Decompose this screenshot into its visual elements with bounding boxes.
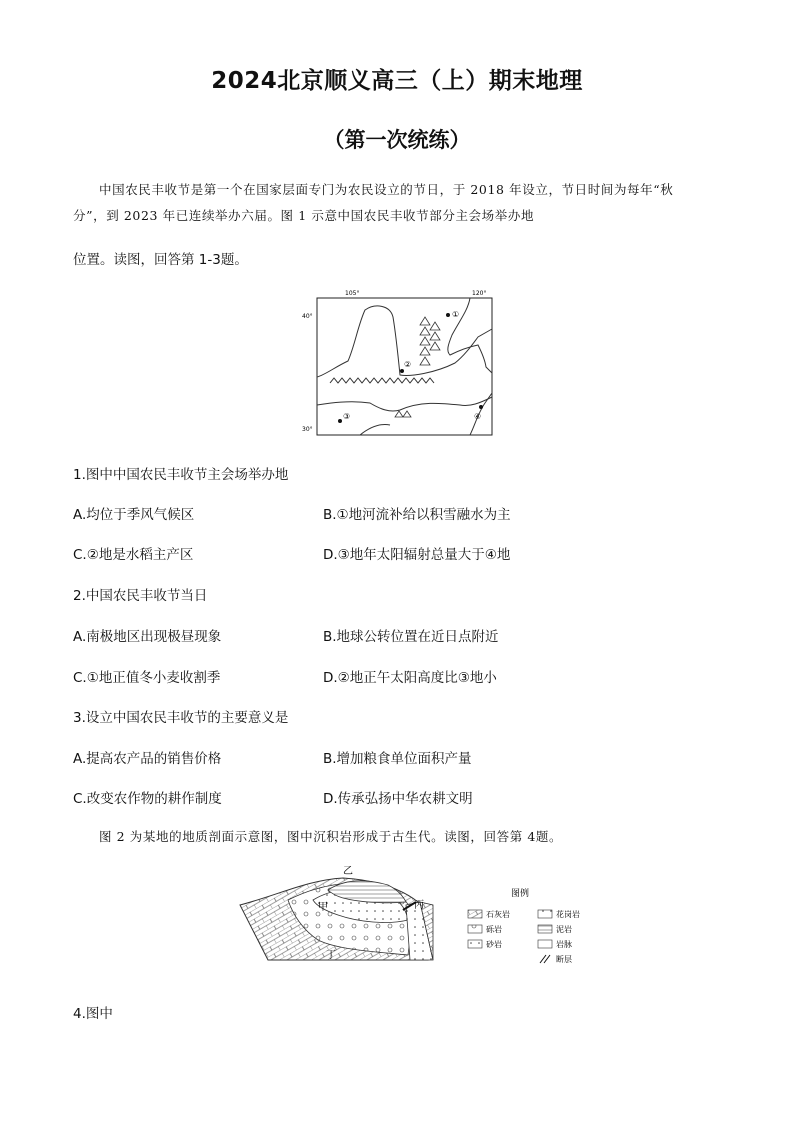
lat-40-label: 40° — [302, 313, 313, 320]
legend-swatch-conglomerate — [468, 925, 482, 933]
intro-line-3: 位置。读图，回答第 1-3题。 — [73, 252, 248, 268]
mountain-range — [330, 378, 434, 383]
legend-label-conglomerate: 砾岩 — [486, 925, 502, 934]
legend-swatch-fault — [540, 955, 550, 963]
site-2-label: ② — [404, 360, 412, 369]
q2-option-c: C.①地正值冬小麦收割季 — [73, 670, 221, 686]
q3-option-a: A.提高农产品的销售价格 — [73, 751, 222, 767]
intro-2: 图 2 为某地的地质剖面示意图，图中沉积岩形成于古生代。读图，回答第 4题。 — [99, 829, 563, 844]
legend-swatch-dike — [538, 940, 552, 948]
q1-option-c: C.②地是水稻主产区 — [73, 547, 194, 563]
q1-option-a: A.均位于季风气候区 — [73, 507, 195, 523]
figure-1-map — [300, 285, 500, 440]
question-1-stem: 1.图中中国农民丰收节主会场举办地 — [73, 467, 289, 483]
legend-swatch-granite — [538, 910, 552, 918]
page-title: 2024北京顺义高三（上）期末地理 — [211, 68, 583, 94]
legend-swatch-mudstone — [538, 925, 552, 933]
label-jia: 甲 — [318, 902, 328, 913]
legend-swatch-limestone — [468, 910, 482, 918]
figure-2-geology — [228, 860, 613, 980]
legend-label-fault: 断层 — [556, 955, 572, 964]
legend-label-dike: 岩脉 — [556, 940, 572, 949]
trees-north — [420, 317, 440, 365]
lon-120-label: 120° — [472, 290, 487, 297]
question-3-stem: 3.设立中国农民丰收节的主要意义是 — [73, 710, 289, 726]
intro-line-2: 分”，到 2023 年已连续举办六届。图 1 示意中国农民丰收节部分主会场举办地 — [73, 208, 535, 223]
site-2-dot — [400, 369, 404, 373]
legend-title: 图例 — [511, 889, 530, 899]
river-south — [360, 424, 390, 435]
question-2-stem: 2.中国农民丰收节当日 — [73, 588, 208, 604]
site-1-dot — [446, 313, 450, 317]
q3-option-b: B.增加粮食单位面积产量 — [323, 751, 472, 767]
label-ding: 丁 — [326, 950, 336, 961]
question-4-stem: 4.图中 — [73, 1006, 113, 1022]
yangtze-river — [317, 397, 492, 411]
trees-south — [395, 411, 411, 417]
lat-30-label: 30° — [302, 426, 313, 433]
label-bing: 丙 — [414, 900, 424, 911]
legend-label-mudstone: 泥岩 — [556, 925, 572, 934]
intro-line-1: 中国农民丰收节是第一个在国家层面专门为农民设立的节日，于 2018 年设立，节日时间为每年“秋 — [99, 182, 674, 197]
q2-option-b: B.地球公转位置在近日点附近 — [323, 629, 499, 645]
site-4-dot — [479, 405, 483, 409]
site-3-dot — [338, 419, 342, 423]
q2-option-a: A.南极地区出现极昼现象 — [73, 629, 222, 645]
legend — [468, 909, 580, 964]
lon-105-label: 105° — [345, 290, 360, 297]
q2-option-d: D.②地正午太阳高度比③地小 — [323, 670, 497, 686]
legend-swatch-sandstone — [468, 940, 482, 948]
legend-label-granite: 花岗岩 — [556, 910, 580, 919]
label-yi: 乙 — [343, 866, 353, 877]
site-3-label: ③ — [343, 412, 351, 421]
q1-option-d: D.③地年太阳辐射总量大于④地 — [323, 547, 511, 563]
q1-option-b: B.①地河流补给以积雪融水为主 — [323, 507, 511, 523]
legend-label-limestone: 石灰岩 — [486, 910, 510, 919]
page-subtitle: （第一次统练） — [323, 128, 471, 152]
site-1-label: ① — [452, 310, 460, 319]
q3-option-d: D.传承弘扬中华农耕文明 — [323, 791, 473, 807]
site-4-label: ④ — [474, 412, 482, 421]
legend-label-sandstone: 砂岩 — [486, 940, 502, 949]
q3-option-c: C.改变农作物的耕作制度 — [73, 791, 222, 807]
